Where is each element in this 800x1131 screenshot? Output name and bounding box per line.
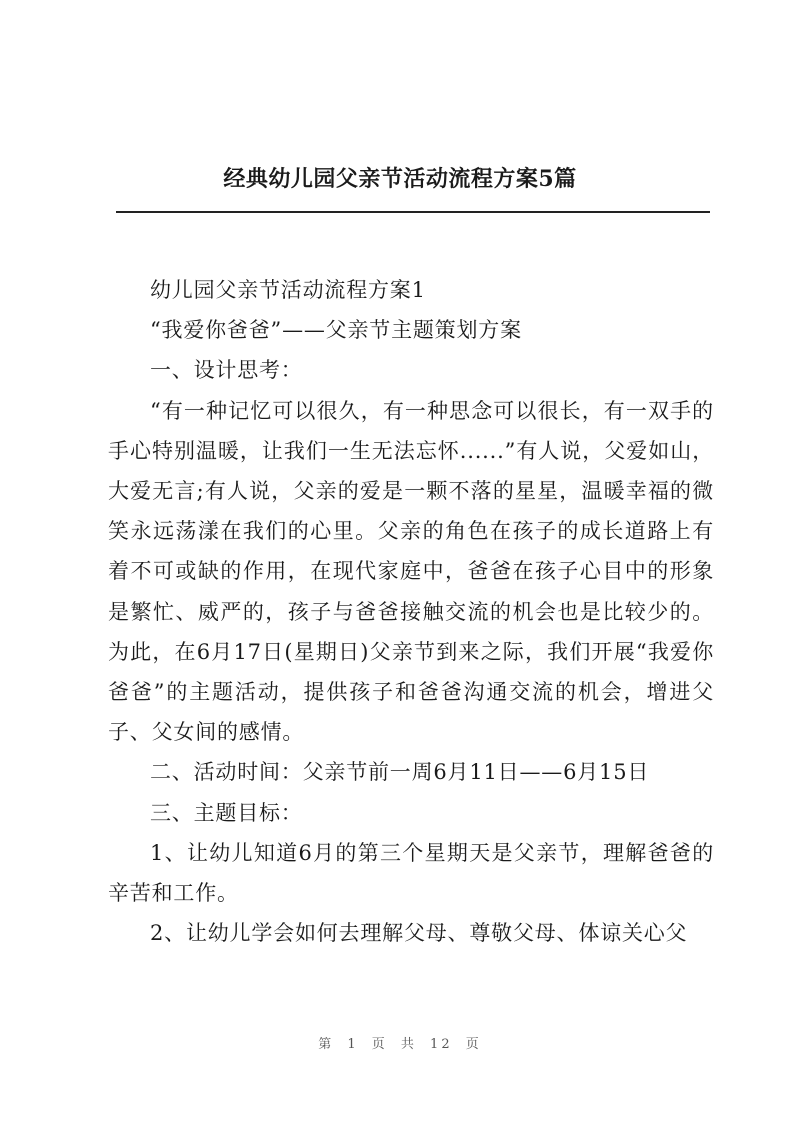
section-heading: 幼儿园父亲节活动流程方案1 [150, 278, 426, 302]
document-body [108, 270, 714, 953]
body-paragraph: “有一种记忆可以很久，有一种思念可以很长，有一双手的手心特别温暖，让我们一生无法忘怀......”有人说，父爱如山，大爱无言;有人说，父亲的爱是一颗不落的星星，温暖幸福的微笑永远荡漾在我们的心里。父亲的角色在孩子的成长道路上有着不可或缺的作用，在现代家庭中，爸爸在孩子心目中的形象是繁忙、威严的，孩子与爸爸接触交流的机会也是比较少的。为此，在6月17日(星期日)父亲节到来之际，我们开展“我爱你爸爸”的主题活动，提供孩子和爸爸沟通交流的机会，增进父子、父女间的感情。 [108, 398, 714, 745]
document-title: 经典幼儿园父亲节活动流程方案5篇 [223, 166, 577, 192]
goal-item-1: 1、让幼儿知道6月的第三个星期天是父亲节，理解爸爸的辛苦和工作。 [108, 840, 714, 906]
goal-item-2: 2、让幼儿学会如何去理解父母、尊敬父母、体谅关心父 [150, 921, 688, 946]
title-divider [116, 211, 710, 213]
section-heading-goals: 三、主题目标： [150, 800, 303, 825]
page-number: 第 1 页 共 12 页 [318, 1037, 482, 1052]
section-heading-design: 一、设计思考： [150, 358, 303, 383]
section-heading-time: 二、活动时间：父亲节前一周6月11日——6月15日 [150, 760, 650, 785]
plan-subtitle: “我爱你爸爸”——父亲节主题策划方案 [150, 318, 522, 343]
